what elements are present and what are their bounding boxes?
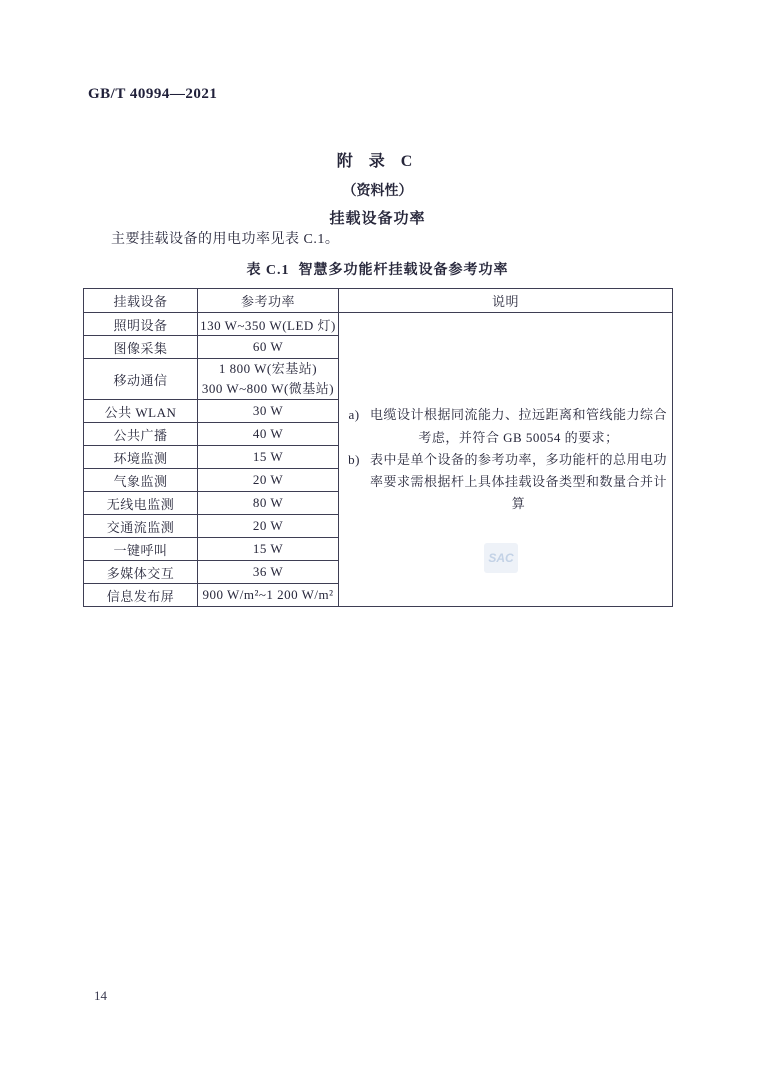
note-text: 电缆设计根据同流能力、拉远距离和管线能力综合考虑，并符合 GB 50054 的要求； (369, 407, 667, 445)
power-cell: 15 W (198, 538, 339, 561)
device-cell: 气象监测 (84, 469, 198, 492)
appendix-subtitle: （资料性） (342, 184, 413, 199)
power-cell (198, 359, 339, 400)
note-label: b) (348, 451, 360, 467)
power-cell: 40 W (198, 423, 339, 446)
power-cell: 36 W (198, 561, 339, 584)
appendix-title: 附 录 C (336, 153, 419, 170)
page-number: 14 (94, 988, 107, 1003)
device-cell: 公共广播 (84, 423, 198, 446)
device-cell: 移动通信 (84, 359, 198, 400)
table-row (84, 313, 673, 336)
table-caption: 表 C.1 智慧多功能杆挂载设备参考功率 (246, 263, 509, 278)
table-header-row (84, 289, 673, 313)
notes-cell (339, 313, 673, 607)
power-line-2: 300 W~800 W(微基站) (201, 381, 335, 397)
power-cell: 130 W~350 W(LED 灯) (198, 313, 339, 336)
sac-watermark: SAC (484, 543, 518, 573)
doc-number: GB/T 40994—2021 (88, 86, 218, 102)
note-text: 表中是单个设备的参考功率，多功能杆的总用电功率要求需根据杆上具体挂载设备类型和数量合并计算 (369, 451, 667, 511)
note-label: a) (348, 407, 360, 423)
appendix-heading: 挂载设备功率 (329, 211, 426, 227)
device-cell: 交通流监测 (84, 515, 198, 538)
power-cell: 900 W/m²~1 200 W/m² (198, 584, 339, 607)
power-line-1: 1 800 W(宏基站) (218, 361, 318, 376)
power-cell: 80 W (198, 492, 339, 515)
column-header-device: 挂载设备 (84, 289, 198, 313)
device-cell: 多媒体交互 (84, 561, 198, 584)
device-cell: 公共 WLAN (84, 400, 198, 423)
device-cell: 照明设备 (84, 313, 198, 336)
column-header-note: 说明 (339, 289, 673, 313)
power-cell: 20 W (198, 469, 339, 492)
device-cell: 无线电监测 (84, 492, 198, 515)
reference-power-table (83, 288, 673, 607)
power-cell: 60 W (198, 336, 339, 359)
device-cell: 信息发布屏 (84, 584, 198, 607)
device-cell: 图像采集 (84, 336, 198, 359)
intro-paragraph: 主要挂载设备的用电功率见表 C.1。 (111, 232, 340, 247)
power-cell: 20 W (198, 515, 339, 538)
note-item (341, 449, 670, 515)
note-item (341, 404, 670, 448)
device-cell: 环境监测 (84, 446, 198, 469)
device-cell: 一键呼叫 (84, 538, 198, 561)
power-cell: 30 W (198, 400, 339, 423)
appendix-title-block (83, 148, 672, 228)
power-cell: 15 W (198, 446, 339, 469)
column-header-power: 参考功率 (198, 289, 339, 313)
